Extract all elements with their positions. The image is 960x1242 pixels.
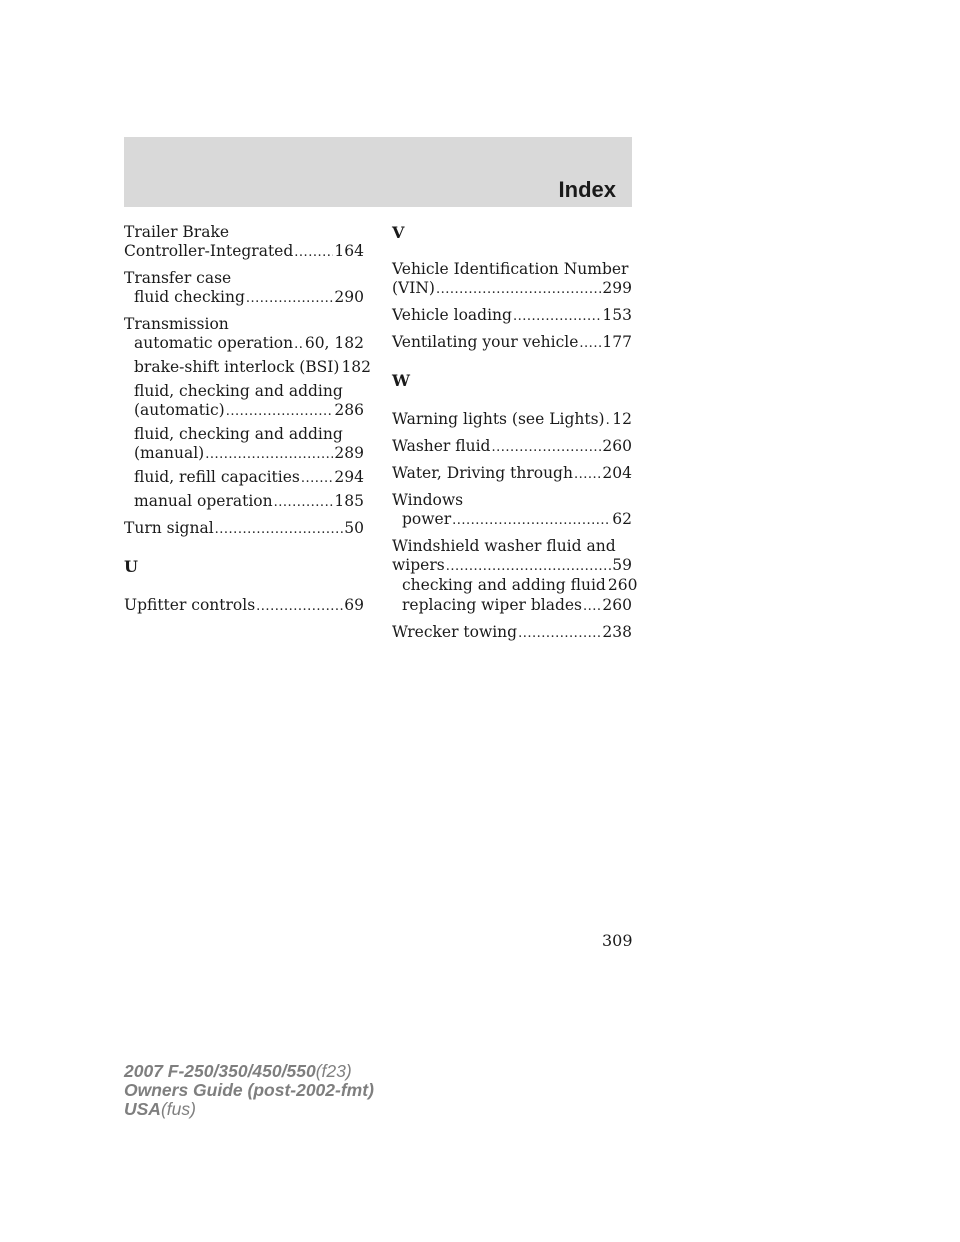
entry-label: checking and adding fluid xyxy=(402,576,606,594)
leader-dots xyxy=(436,280,601,299)
entry-label: Washer fluid xyxy=(392,437,491,455)
entry-label: Warning lights (see Lights) xyxy=(392,410,605,428)
entry-label: Vehicle loading xyxy=(392,306,512,324)
entry-label: fluid, checking and adding xyxy=(134,382,343,400)
entry-label: manual operation xyxy=(134,492,273,510)
section-letter-u: U xyxy=(124,557,138,576)
entry-label: (VIN) xyxy=(392,279,435,297)
page-number: 309 xyxy=(602,931,633,950)
leader-dots xyxy=(513,307,601,326)
entry-line xyxy=(392,279,632,299)
leader-dots xyxy=(579,334,601,353)
footer-line xyxy=(124,1100,374,1119)
page-ref: 177 xyxy=(602,333,632,351)
index-entry xyxy=(392,306,632,326)
page-ref: 182 xyxy=(341,358,372,376)
page-ref: 60, 182 xyxy=(304,334,364,352)
entry-label: Turn signal xyxy=(124,519,214,537)
page-ref: 50 xyxy=(344,519,364,537)
leader-dots xyxy=(256,597,343,616)
page-ref: 290 xyxy=(334,288,364,306)
index-column-left xyxy=(124,223,372,623)
index-entry xyxy=(392,491,632,530)
entry-line xyxy=(124,492,364,512)
page-ref: 289 xyxy=(334,444,364,462)
entry-label: power xyxy=(402,510,452,528)
entry-line xyxy=(124,468,364,488)
entry-line xyxy=(124,444,364,464)
document-footer xyxy=(124,1062,374,1119)
page-ref: 204 xyxy=(602,464,632,482)
page-ref: 62 xyxy=(612,510,632,528)
footer-model: 2007 F-250/350/450/550 xyxy=(124,1061,316,1081)
footer-line xyxy=(124,1081,374,1100)
leader-dots xyxy=(606,411,612,430)
page-ref: 260 xyxy=(602,437,632,455)
leader-dots xyxy=(226,402,334,421)
footer-line xyxy=(124,1062,374,1081)
entry-label: Vehicle Identification Number xyxy=(392,260,629,278)
index-entry xyxy=(124,223,364,262)
entry-label: Upfitter controls xyxy=(124,596,256,614)
leader-dots xyxy=(294,243,333,262)
section-title: Index xyxy=(558,177,616,202)
page-ref: 153 xyxy=(602,306,632,324)
leader-dots xyxy=(583,597,601,616)
entry-line xyxy=(124,519,364,539)
entry-label: Windshield washer fluid and xyxy=(392,537,616,555)
page-ref: 12 xyxy=(612,410,632,428)
index-column-right xyxy=(392,223,638,650)
leader-dots xyxy=(446,557,612,576)
entry-label: (automatic) xyxy=(134,401,225,419)
section-letter-w: W xyxy=(392,371,410,390)
index-entry xyxy=(124,519,364,539)
index-entry xyxy=(392,410,632,430)
entry-line xyxy=(392,306,632,326)
page-ref: 299 xyxy=(602,279,632,297)
entry-label: automatic operation xyxy=(134,334,294,352)
page-ref: 260 xyxy=(607,576,638,594)
header-band xyxy=(124,137,632,207)
page-ref: 286 xyxy=(334,401,364,419)
index-entry xyxy=(392,537,638,616)
index-entry xyxy=(124,269,364,308)
index-entry xyxy=(124,596,364,616)
footer-code: (f23) xyxy=(315,1061,352,1081)
index-entry xyxy=(392,260,632,299)
entry-label: Water, Driving through xyxy=(392,464,573,482)
leader-dots xyxy=(294,335,304,354)
entry-label: fluid, refill capacities xyxy=(134,468,300,486)
entry-label: brake-shift interlock (BSI) xyxy=(134,358,340,376)
entry-line xyxy=(392,333,632,353)
index-entry xyxy=(392,464,632,484)
leader-dots xyxy=(274,493,334,512)
entry-label: Trailer Brake xyxy=(124,223,230,241)
section-letter-v: V xyxy=(392,223,405,242)
page-ref: 69 xyxy=(344,596,364,614)
footer-code: (fus) xyxy=(160,1099,196,1119)
page-ref: 260 xyxy=(602,596,632,614)
leader-dots xyxy=(301,469,334,488)
page-ref: 238 xyxy=(602,623,632,641)
entry-line xyxy=(392,556,632,576)
leader-dots xyxy=(205,445,333,464)
entry-line xyxy=(392,437,632,457)
entry-line xyxy=(392,464,632,484)
index-entry xyxy=(392,437,632,457)
leader-dots xyxy=(452,511,611,530)
entry-line xyxy=(392,410,632,430)
entry-line xyxy=(124,596,364,616)
entry-label: fluid, checking and adding xyxy=(134,425,343,443)
entry-label: Windows xyxy=(392,491,464,509)
entry-line xyxy=(124,401,364,421)
entry-line xyxy=(124,288,364,308)
entry-line xyxy=(392,623,632,643)
entry-label: (manual) xyxy=(134,444,205,462)
entry-line xyxy=(392,510,632,530)
footer-market: USA xyxy=(124,1099,161,1119)
page-ref: 294 xyxy=(334,468,364,486)
entry-label: Controller-Integrated xyxy=(124,242,294,260)
leader-dots xyxy=(518,624,601,643)
page-ref: 59 xyxy=(612,556,632,574)
entry-label: wipers xyxy=(392,556,445,574)
leader-dots xyxy=(246,289,334,308)
index-entry xyxy=(124,315,372,512)
entry-label: Transfer case xyxy=(124,269,232,287)
page-ref: 185 xyxy=(334,492,364,510)
page-ref: 164 xyxy=(334,242,364,260)
footer-guide: Owners Guide (post-2002-fmt) xyxy=(124,1080,374,1100)
entry-line xyxy=(124,242,364,262)
leader-dots xyxy=(574,465,601,484)
index-entry xyxy=(392,623,632,643)
entry-label: Wrecker towing xyxy=(392,623,518,641)
entry-label: replacing wiper blades xyxy=(402,596,582,614)
entry-line xyxy=(124,358,372,378)
entry-label: fluid checking xyxy=(134,288,245,306)
entry-line xyxy=(392,576,638,596)
leader-dots xyxy=(215,520,344,539)
index-entry xyxy=(392,333,632,353)
leader-dots xyxy=(491,438,601,457)
entry-label: Ventilating your vehicle xyxy=(392,333,579,351)
entry-line xyxy=(392,596,632,616)
entry-line xyxy=(124,334,364,354)
entry-label: Transmission xyxy=(124,315,229,333)
